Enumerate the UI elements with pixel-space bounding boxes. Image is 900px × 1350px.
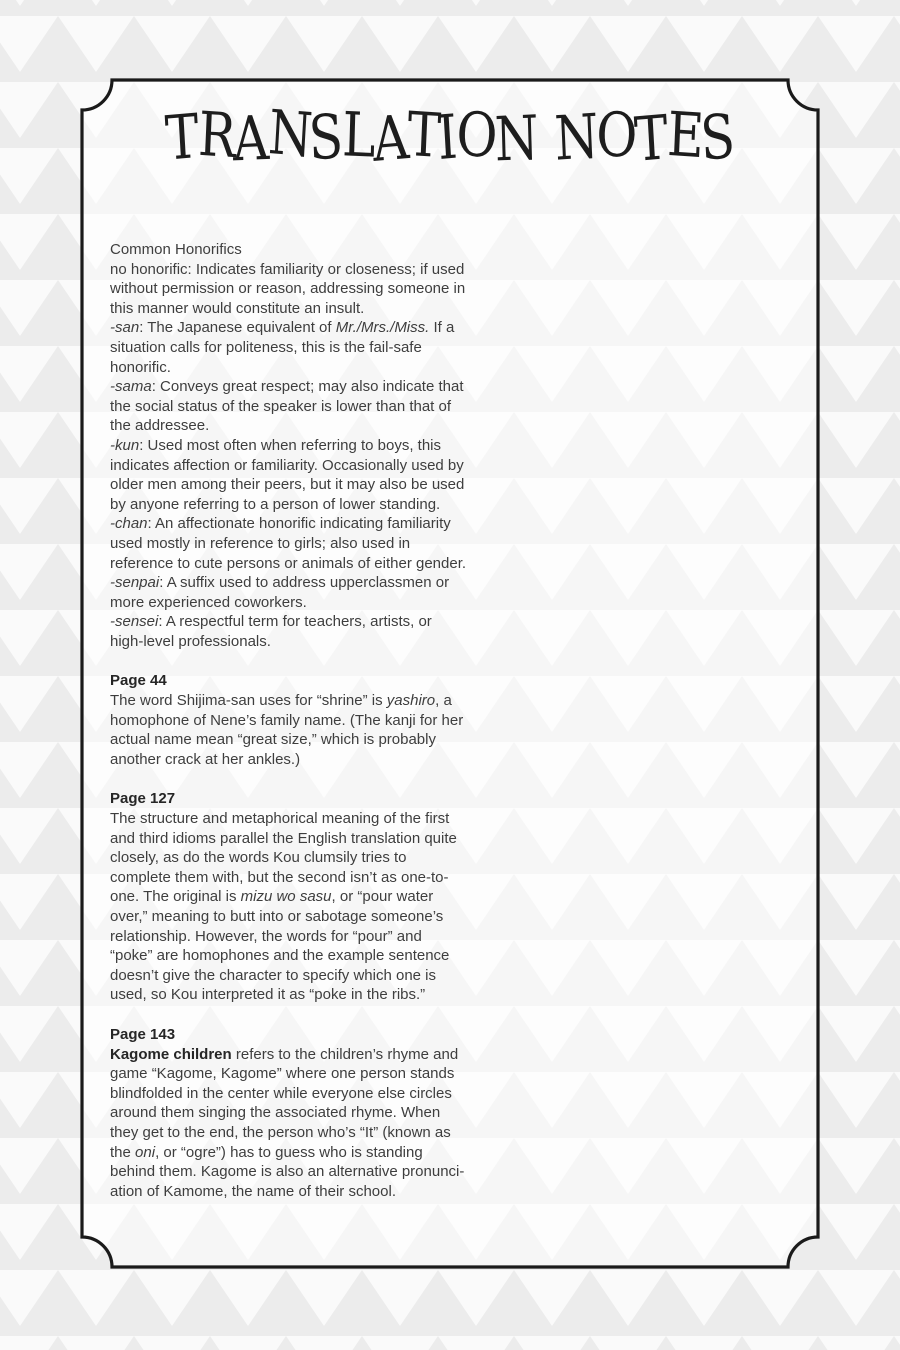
note-paragraph [110, 436, 468, 514]
text-run: -senpai [110, 574, 160, 592]
section-heading: Common Honorifics [110, 241, 242, 258]
title-letter: A [370, 102, 409, 176]
section-page-143 [110, 1025, 468, 1201]
text-run: no honorific: Indicates familiarity or closeness; if used without permission or reason, addressing someone in this manner would constitute an insult. [110, 260, 466, 317]
title-letter: T [163, 101, 200, 175]
section-heading: Page 44 [110, 672, 167, 690]
text-run: -sama [110, 378, 152, 396]
text-run: : A respectful term for teachers, artists, or high-level professionals. [110, 613, 432, 650]
title-letter: N [493, 102, 538, 176]
text-run: yashiro [386, 692, 436, 710]
note-paragraph [110, 318, 468, 377]
text-run: -san [110, 319, 140, 337]
note-paragraph [110, 377, 468, 436]
text-run: refers to the children’s rhyme and game “Kagome, Kagome” where one person stands blindfolded in the center while everyone else circles around them singing the associated rhyme. When they get to the end, the person who’s “It” (known as the [110, 1045, 459, 1161]
note-paragraph [110, 1045, 468, 1202]
section-page-44 [110, 671, 468, 769]
text-run: , or “pour water over,” meaning to butt into or sabotage someone’s relationship. However, the words for “pour” and “poke” are homophones and the example sentence doesn’t give the character to specify which one is used, so Kou interpreted it as “poke in the ribs.” [110, 888, 450, 1004]
text-run: : An affectionate honorific indicating familiarity used mostly in reference to girls; also used in reference to cute persons or animals of either gender. [110, 515, 467, 572]
text-run: -kun [110, 436, 140, 454]
title-letter: T [633, 102, 669, 176]
text-run: : Conveys great respect; may also indicate that the social status of the speaker is lower than that of the addressee. [110, 378, 464, 435]
title-letter: O [595, 99, 637, 172]
note-paragraph [110, 691, 468, 769]
section-body [110, 691, 468, 769]
text-run: : A suffix used to address upperclassmen or more experienced coworkers. [110, 574, 450, 611]
note-paragraph [110, 809, 468, 1005]
text-run: , a homophone of Nene’s family name. (The kanji for her actual name mean “great size,” which is probably another crack at her ankles.) [110, 692, 464, 768]
notes-content [110, 240, 468, 1221]
title-letter: S [698, 100, 736, 175]
title-letter: S [307, 101, 343, 175]
section-heading: Page 127 [110, 790, 176, 808]
text-run: Mr./Mrs./Miss. [335, 319, 430, 337]
section-heading: Page 143 [110, 1025, 176, 1043]
title-letter: N [266, 96, 312, 172]
title-letter: I [435, 101, 458, 174]
section-body [110, 809, 468, 1005]
text-run: The word Shijima-san uses for “shrine” is [110, 692, 387, 710]
text-run: The structure and metaphorical meaning of the first and third idioms parallel the English translation quite closely, as do the words Kou clumsily tries to complete them with, but the second isn’t as one-to-one. The original is [110, 810, 457, 906]
title-letter: L [340, 99, 375, 172]
section-common-honorifics [110, 240, 468, 651]
note-paragraph [110, 514, 468, 573]
title-letter: O [454, 98, 497, 172]
text-run: Kagome children [110, 1045, 232, 1063]
section-page-127 [110, 789, 468, 1005]
title-letter: T [405, 98, 441, 172]
note-paragraph [110, 573, 468, 612]
text-run: mizu wo sasu [240, 888, 332, 906]
title-letter: A [232, 102, 269, 175]
text-run: , or “ogre”) has to guess who is standing behind them. Kagome is also an alternative pronunciation of Kamome, the name of their school. [110, 1143, 465, 1200]
page-title [82, 96, 818, 182]
text-run: : The Japanese equivalent of [139, 319, 336, 337]
title-letter: N [552, 100, 598, 175]
title-letter: R [196, 98, 236, 172]
note-paragraph [110, 612, 468, 651]
text-run: -sensei [110, 613, 159, 631]
text-run: -chan [110, 515, 148, 533]
section-body [110, 260, 468, 652]
title-letter: E [665, 98, 704, 172]
text-run: oni [135, 1143, 156, 1161]
text-run: : Used most often when referring to boys, this indicates affection or familiarity. Occasionally used by older men among their peers, but it may also be used by anyone referring to a person of lower standing. [110, 436, 465, 513]
note-paragraph [110, 260, 468, 319]
text-run: If a situation calls for politeness, this is the fail-safe honorific. [110, 319, 455, 376]
section-body [110, 1045, 468, 1202]
